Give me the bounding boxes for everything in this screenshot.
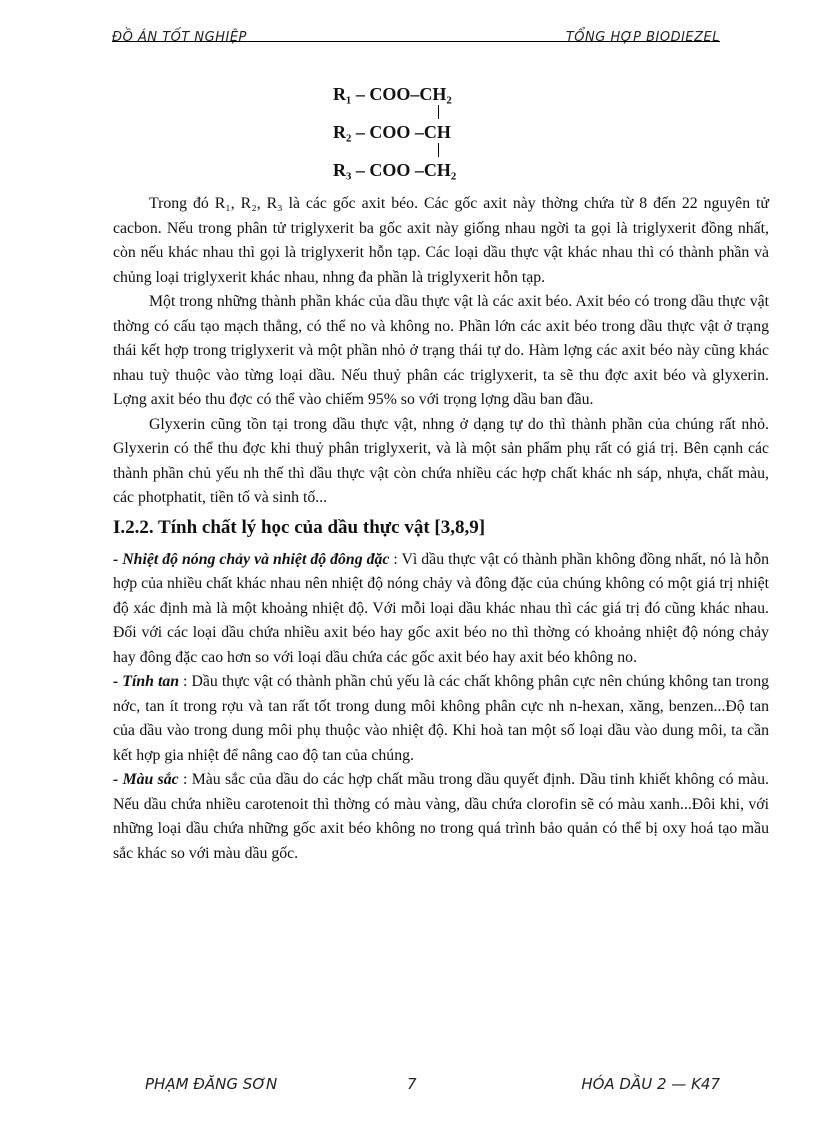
- paragraph-triglyceride: Trong đó R₁, R₂, R₃ là các gốc axit béo. Các gốc axit này thờng chứa từ 8 đến 22 nguyên tử cacbon. Nếu trong phân tử triglyxerit ba gốc axit này giống nhau ngời ta gọi là triglyxerit đồng nhất, còn nếu khác nhau thì gọi là triglyxerit hỗn tạp. Các loại dầu thực vật khác nhau thì có thành phần và chủng loại triglyxerit khác nhau, nhng đa phần là triglyxerit hỗn tạp.: [113, 195, 769, 286]
- triglyceride-formula: [333, 80, 483, 190]
- formula-row-3: R₃ – COO –CH₂: [333, 160, 457, 180]
- paragraph-glycerin: Glyxerin cũng tồn tại trong dầu thực vật, nhng ở dạng tự do thì thành phần của chúng rất nhỏ. Glyxerin có thể thu đợc khi thuỷ phân triglyxerit, và là một sản phẩm phụ rất có giá trị. Bên cạnh các thành phần chủ yếu nh thế thì dầu thực vật còn chứa nhiều các hợp chất khác nh sáp, nhựa, chất màu, các photphatit, tiền tố và sinh tố...: [113, 415, 769, 506]
- property-term-color: - Màu sắc: [113, 771, 179, 788]
- property-melting-point: [113, 548, 769, 671]
- paragraph-fatty-acids: Một trong những thành phần khác của dầu thực vật là các axit béo. Axit béo có trong dầu thực vật thờng có cấu tạo mạch thẳng, có thể no và không no. Phần lớn các axit béo trong dầu thực vật ở trạng thái kết hợp trong triglyxerit và một phần nhỏ ở trạng thái tự do. Hàm lợng các axit béo này cũng khác nhau tuỳ thuộc vào từng loại dầu. Nếu thuỷ phân các triglyxerit, ta sẽ thu đợc axit béo và glyxerin. Lợng axit béo thu đợc có thể vào chiếm 95% so với trọng lợng dầu ban đầu.: [113, 293, 769, 408]
- header-rule: [112, 41, 720, 42]
- page-header: [112, 30, 720, 44]
- page-footer: [145, 1075, 720, 1095]
- footer-page-number: 7: [407, 1075, 417, 1093]
- formula-bond-2: [438, 143, 439, 157]
- property-term-solubility: - Tính tan: [113, 673, 180, 690]
- property-solubility: [113, 670, 769, 768]
- footer-class: HÓA DẦU 2 — K47: [581, 1075, 720, 1093]
- section-heading: I.2.2. Tính chất lý học của dầu thực vật [3,8,9]: [113, 516, 486, 538]
- formula-row-2: R₂ – COO –CH: [333, 122, 451, 142]
- footer-author: PHẠM ĐĂNG SƠN: [145, 1075, 278, 1093]
- formula-bond-1: [438, 105, 439, 119]
- property-text-color: : Màu sắc của dầu do các hợp chất mầu trong dầu quyết định. Dầu tinh khiết không có màu. Nếu dầu chứa nhiều carotenoit thì thờng có màu vàng, dầu chứa clorofin sẽ có màu xanh...Đôi khi, với những loại dầu chứa những gốc axit béo không no trong quá trình bảo quản có thể bị oxy hoá tạo mầu sắc khác so với màu dầu gốc.: [113, 771, 770, 862]
- property-text-melting: : Vì dầu thực vật có thành phần không đồng nhất, nó là hỗn hợp của nhiều chất khác nhau nên nhiệt độ nóng chảy và đông đặc của chúng không có một giá trị nhiệt độ xác định mà là một khoảng nhiệt độ. Với mỗi loại dầu khác nhau thì các giá trị đó cũng khác nhau. Đối với các loại dầu chứa nhiều axit béo hay gốc axit béo no thì thờng có khoảng nhiệt độ nóng chảy hay đông đặc cao hơn so với loại dầu chứa các gốc axit béo hay axit béo không no.: [113, 550, 769, 666]
- header-right-title: TỔNG HỢP BIODIEZEL: [565, 30, 720, 45]
- document-body: [113, 192, 769, 866]
- property-color: [113, 768, 769, 866]
- header-left-title: ĐỒ ÁN TỐT NGHIỆP: [112, 30, 247, 45]
- property-term-melting: - Nhiệt độ nóng chảy và nhiệt độ đông đặc: [113, 550, 390, 568]
- property-text-solubility: : Dầu thực vật có thành phần chủ yếu là các chất không phân cực nên chúng không tan trong nớc, tan ít trong rợu và tan rất tốt trong dung môi không phân cực nh n-hexan, xăng, benzen...Độ tan của dầu vào trong dung môi phụ thuộc vào nhiệt độ. Khi hoà tan một số loại dầu vào dung môi, ta cần kết hợp gia nhiệt để nâng cao độ tan của chúng.: [113, 673, 769, 764]
- formula-row-1: R₁ – COO–CH₂: [333, 84, 452, 104]
